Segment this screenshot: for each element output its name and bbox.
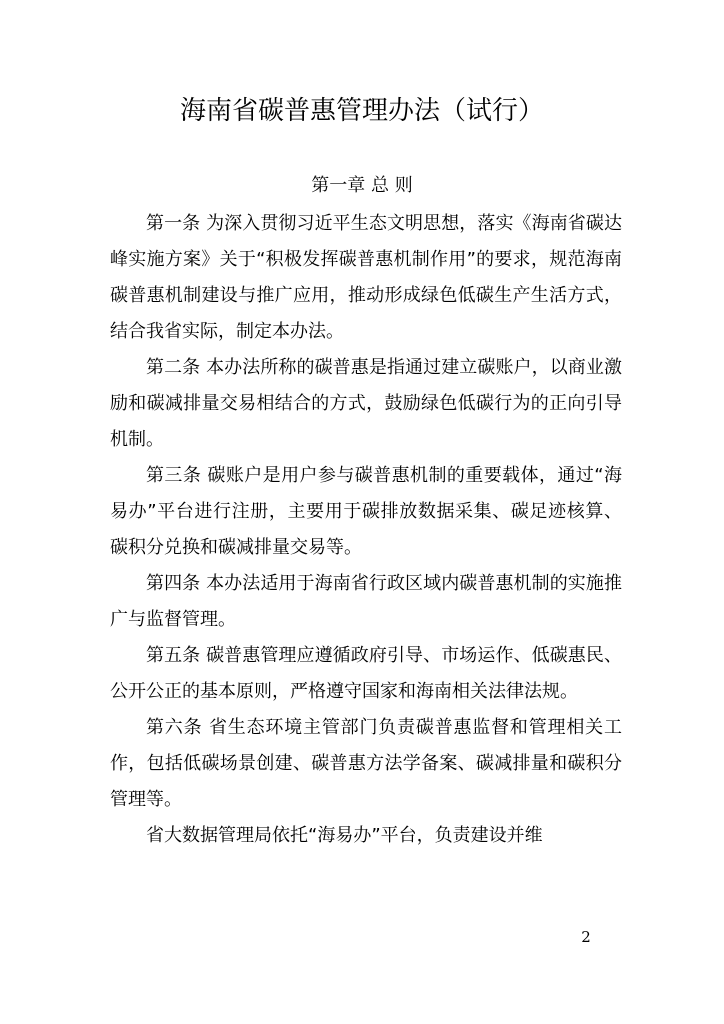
document-title: 海南省碳普惠管理办法（试行） [179,96,544,126]
page-number: 2 [581,928,591,946]
paragraph-article-4: 第四条 本办法适用于海南省行政区域内碳普惠机制的实施推广与监督管理。 [110,573,622,630]
paragraph-article-6: 第六条 省生态环境主管部门负责碳普惠监督和管理相关工作，包括低碳场景创建、碳普惠方法学备案、碳减排量和碳积分管理等。 [110,717,622,810]
paragraph-article-6-continued: 省大数据管理局依托“海易办”平台，负责建设并维 [146,825,543,846]
paragraph-article-1: 第一条 为深入贯彻习近平生态文明思想，落实《海南省碳达峰实施方案》关于“积极发挥碳普惠机制作用”的要求，规范海南碳普惠机制建设与推广应用，推动形成绿色低碳生产生活方式，结合我省实际，制定本办法。 [110,213,622,342]
paragraph-article-2: 第二条 本办法所称的碳普惠是指通过建立碳账户，以商业激励和碳减排量交易相结合的方式，鼓励绿色低碳行为的正向引导机制。 [110,357,622,450]
paragraph-article-5: 第五条 碳普惠管理应遵循政府引导、市场运作、低碳惠民、公开公正的基本原则，严格遵守国家和海南相关法律法规。 [110,645,622,702]
document-body [110,206,622,854]
chapter-heading: 第一章 总 则 [311,175,413,196]
paragraph-article-3: 第三条 碳账户是用户参与碳普惠机制的重要载体，通过“海易办”平台进行注册，主要用于碳排放数据采集、碳足迹核算、碳积分兑换和碳减排量交易等。 [110,465,622,558]
